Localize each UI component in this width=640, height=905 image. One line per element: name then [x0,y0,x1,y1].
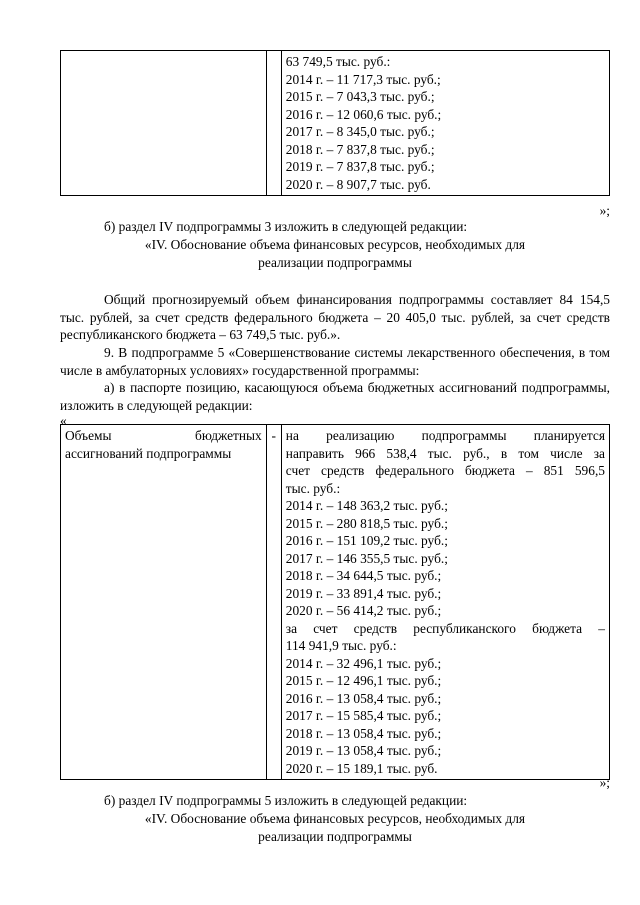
table1-line: 2015 г. – 7 043,3 тыс. руб.; [285,89,435,104]
table2-closing-quote: »; [599,775,610,790]
table2-left-line2: ассигнований подпрограммы [65,445,232,461]
table2-fed-year: 2020 г. – 56 414,2 тыс. руб.; [285,603,442,618]
table2-fed-year: 2016 г. – 151 109,2 тыс. руб.; [285,533,448,548]
subsection-b2: б) раздел IV подпрограммы 5 изложить в следующей редакции: [104,793,468,808]
table1-line: 2017 г. – 8 345,0 тыс. руб.; [285,124,435,139]
table2-fed-tail: тыс. руб.: [285,480,341,496]
budget-table-1 [60,50,610,196]
section-heading-2-line2: реализации подпрограммы [258,829,412,844]
table1-left-cell [61,51,267,196]
table2-intro-line: счет средств федерального бюджета – 851 596,5 [285,463,605,478]
table2-intro-line: на реализацию подпрограммы планируется [285,428,605,443]
table1-dash-cell [266,51,281,196]
table2-dash: - [271,428,276,443]
table1-line: 63 749,5 тыс. руб.: [285,54,391,69]
table1-right-cell [281,51,609,196]
table2-rep-year: 2018 г. – 13 058,4 тыс. руб.; [285,725,442,741]
table1-line: 2014 г. – 11 717,3 тыс. руб.; [285,71,441,87]
table2-fed-year: 2018 г. – 34 644,5 тыс. руб.; [285,568,442,583]
table2-rep-year: 2019 г. – 13 058,4 тыс. руб.; [285,743,442,758]
table1-closing-quote: »; [599,203,610,218]
table2-fed-year: 2019 г. – 33 891,4 тыс. руб.; [285,585,442,601]
financing-paragraph: Общий прогнозируемый объем финансирования подпрограммы составляет 84 154,5 тыс. рублей, за счет средств федерального бюджета – 20 405,0 тыс. рублей, за счет средств республиканского бюджета – 63 749,5 тыс. руб.». [60,292,610,342]
section-heading-1-line1: «IV. Обоснование объема финансовых ресурсов, необходимых для [144,237,526,252]
item-9-paragraph: 9. В подпрограмме 5 «Совершенствование системы лекарственного обеспечения, в том числе в амбулаторных условиях» государственной программы: [60,345,610,378]
table2-rep-line2: 114 941,9 тыс. руб.: [285,638,397,653]
table2-intro-line: направить 966 538,4 тыс. руб., в том числе за [285,445,605,461]
table2-rep-year: 2014 г. – 32 496,1 тыс. руб.; [285,655,442,671]
table2-rep-year: 2020 г. – 15 189,1 тыс. руб. [285,760,438,776]
table1-line: 2016 г. – 12 060,6 тыс. руб.; [285,106,442,122]
table1-line: 2018 г. – 7 837,8 тыс. руб.; [285,141,435,157]
table2-rep-year: 2017 г. – 15 585,4 тыс. руб.; [285,708,442,723]
section-heading-2-line1: «IV. Обоснование объема финансовых ресурсов, необходимых для [144,811,526,826]
table2-rep-year: 2016 г. – 13 058,4 тыс. руб.; [285,690,442,706]
table2-left-cell [61,425,267,780]
table2-fed-year: 2015 г. – 280 818,5 тыс. руб.; [285,515,448,531]
table1-line: 2020 г. – 8 907,7 тыс. руб. [285,176,431,192]
table1-line: 2019 г. – 7 837,8 тыс. руб.; [285,159,435,174]
table2-dash-cell [266,425,281,780]
table2-left-line1: Объемы бюджетных [65,428,262,443]
table2-fed-year: 2017 г. – 146 355,5 тыс. руб.; [285,550,448,566]
table2-rep-year: 2015 г. – 12 496,1 тыс. руб.; [285,673,442,688]
subsection-b1: б) раздел IV подпрограммы 3 изложить в следующей редакции: [104,219,468,234]
table2-fed-year: 2014 г. – 148 363,2 тыс. руб.; [285,498,448,513]
table2-right-cell [281,425,609,780]
item-a-paragraph: а) в паспорте позицию, касающуюся объема бюджетных ассигнований подпрограммы, изложить в следующей редакции: [60,380,610,413]
table2-rep-line1: за счет средств республиканского бюджета – [285,620,605,636]
open-quote: « [60,413,67,428]
section-heading-1-line2: реализации подпрограммы [258,255,412,270]
budget-table-2 [60,424,610,780]
